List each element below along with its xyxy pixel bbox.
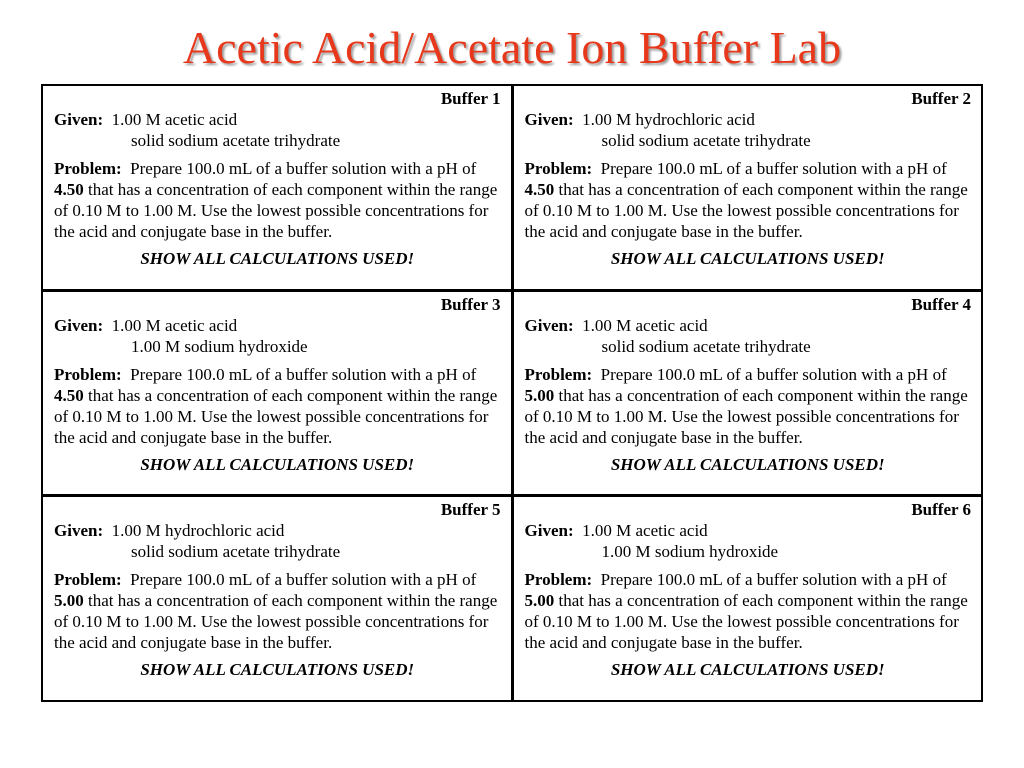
- buffer-cell-4: [514, 292, 982, 495]
- given-label: Given:: [54, 315, 104, 335]
- problem-text: [54, 364, 501, 448]
- buffer-name: Buffer 1: [440, 89, 501, 108]
- problem-post: that has a concentration of each component within the range of 0.10 M to 1.00 M. Use the lowest possible concentrations for the acid and conjugate base in the buffer.: [524, 591, 968, 653]
- problem-post: that has a concentration of each component within the range of 0.10 M to 1.00 M. Use the lowest possible concentrations for the acid and conjugate base in the buffer.: [54, 180, 498, 241]
- problem-label: Problem:: [524, 570, 593, 590]
- buffer-name: Buffer 3: [440, 294, 501, 314]
- given-reagent-1: 1.00 M acetic acid: [582, 315, 708, 335]
- given-reagent-1: 1.00 M acetic acid: [111, 315, 238, 335]
- target-ph: 4.50: [54, 180, 84, 199]
- problem-pre: Prepare 100.0 mL of a buffer solution with a pH of: [130, 570, 477, 590]
- given-label: Given:: [524, 521, 574, 541]
- problem-text: [525, 158, 972, 242]
- given-reagent-1: 1.00 M hydrochloric acid: [582, 110, 755, 129]
- given-line: [54, 520, 501, 541]
- problem-text: [54, 158, 501, 242]
- buffer-cell-5: [43, 497, 511, 700]
- show-calculations-note: SHOW ALL CALCULATIONS USED!: [610, 454, 885, 474]
- problem-pre: Prepare 100.0 mL of a buffer solution with a pH of: [600, 364, 947, 384]
- problem-label: Problem:: [54, 570, 122, 590]
- problem-label: Problem:: [524, 159, 593, 178]
- given-reagent-1: 1.00 M acetic acid: [111, 110, 238, 129]
- given-reagent-2: 1.00 M sodium hydroxide: [131, 336, 308, 356]
- show-calculations-note: SHOW ALL CALCULATIONS USED!: [140, 454, 415, 474]
- buffer-table: [41, 84, 983, 702]
- target-ph: 4.50: [54, 385, 84, 405]
- buffer-name: Buffer 2: [911, 89, 971, 108]
- target-ph: 4.50: [524, 180, 555, 199]
- given-line: [525, 520, 972, 541]
- problem-post: that has a concentration of each component within the range of 0.10 M to 1.00 M. Use the lowest possible concentrations for the acid and conjugate base in the buffer.: [54, 385, 498, 447]
- buffer-name: Buffer 4: [911, 294, 971, 314]
- problem-pre: Prepare 100.0 mL of a buffer solution with a pH of: [600, 159, 947, 178]
- given-reagent-2: 1.00 M sodium hydroxide: [601, 542, 779, 562]
- given-reagent-2: solid sodium acetate trihydrate: [601, 131, 811, 150]
- given-line: [54, 315, 501, 336]
- show-calculations-note: SHOW ALL CALCULATIONS USED!: [140, 249, 415, 268]
- problem-text: [525, 569, 972, 653]
- problem-label: Problem:: [54, 364, 122, 384]
- target-ph: 5.00: [524, 385, 555, 405]
- given-reagent-2: solid sodium acetate trihydrate: [131, 131, 341, 150]
- buffer-cell-3: [43, 292, 511, 495]
- problem-pre: Prepare 100.0 mL of a buffer solution with a pH of: [600, 570, 947, 590]
- given-reagent-2: solid sodium acetate trihydrate: [601, 336, 811, 356]
- problem-text: [525, 364, 972, 448]
- problem-post: that has a concentration of each component within the range of 0.10 M to 1.00 M. Use the lowest possible concentrations for the acid and conjugate base in the buffer.: [524, 180, 968, 241]
- slide-title: Acetic Acid/Acetate Ion Buffer Lab: [182, 22, 842, 73]
- problem-label: Problem:: [524, 364, 593, 384]
- problem-post: that has a concentration of each component within the range of 0.10 M to 1.00 M. Use the lowest possible concentrations for the acid and conjugate base in the buffer.: [54, 591, 498, 653]
- given-label: Given:: [54, 110, 104, 129]
- problem-text: [54, 569, 501, 653]
- buffer-name: Buffer 5: [440, 500, 501, 520]
- problem-label: Problem:: [54, 159, 122, 178]
- target-ph: 5.00: [54, 591, 84, 611]
- given-reagent-1: 1.00 M acetic acid: [582, 521, 708, 541]
- given-reagent-2: solid sodium acetate trihydrate: [131, 542, 341, 562]
- given-line: [525, 109, 972, 130]
- given-reagent-1: 1.00 M hydrochloric acid: [111, 521, 285, 541]
- given-line: [525, 315, 972, 336]
- show-calculations-note: SHOW ALL CALCULATIONS USED!: [610, 249, 885, 268]
- problem-pre: Prepare 100.0 mL of a buffer solution with a pH of: [130, 159, 477, 178]
- buffer-cell-6: [514, 497, 982, 700]
- show-calculations-note: SHOW ALL CALCULATIONS USED!: [140, 660, 415, 680]
- problem-pre: Prepare 100.0 mL of a buffer solution with a pH of: [130, 364, 477, 384]
- target-ph: 5.00: [524, 591, 555, 611]
- given-line: [54, 109, 501, 130]
- problem-post: that has a concentration of each component within the range of 0.10 M to 1.00 M. Use the lowest possible concentrations for the acid and conjugate base in the buffer.: [524, 385, 968, 447]
- given-label: Given:: [54, 521, 104, 541]
- buffer-cell-2: [514, 86, 982, 289]
- show-calculations-note: SHOW ALL CALCULATIONS USED!: [610, 660, 885, 680]
- given-label: Given:: [524, 315, 574, 335]
- given-label: Given:: [524, 110, 574, 129]
- buffer-cell-1: [43, 86, 511, 289]
- buffer-name: Buffer 6: [911, 500, 971, 520]
